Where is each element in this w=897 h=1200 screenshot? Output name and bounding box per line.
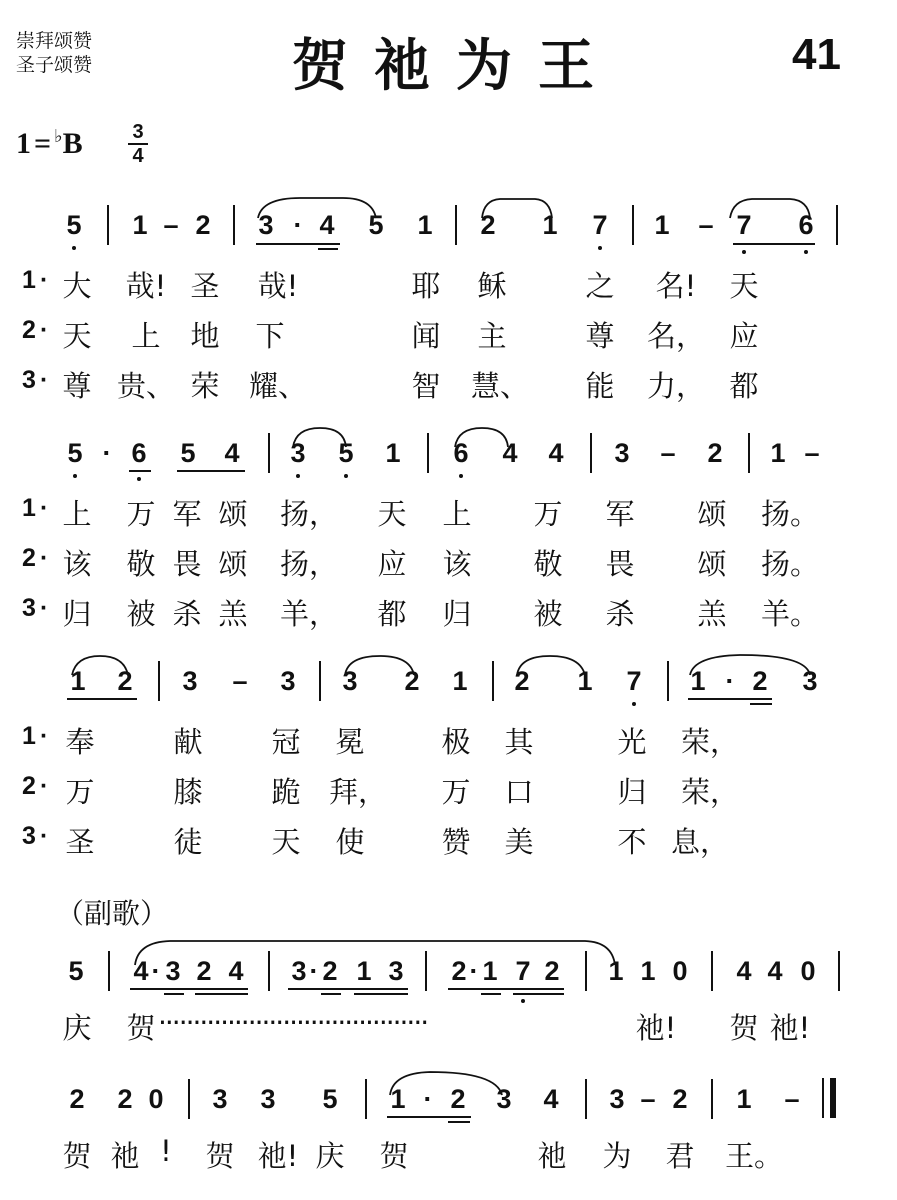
note: 2 (672, 1084, 688, 1114)
dot: · (102, 438, 112, 468)
barline (319, 661, 321, 701)
note: 7 (592, 210, 608, 240)
lyric: 敬 (126, 547, 156, 581)
verse-dot: · (40, 822, 49, 850)
underline (288, 988, 408, 990)
barline (838, 951, 840, 991)
note: 4 (543, 1084, 559, 1114)
lyric: 极 (441, 725, 471, 759)
dot: · (151, 956, 161, 986)
verse-number: 1 (22, 494, 36, 522)
lyric: 耀、 (248, 369, 308, 403)
lyric: 贺 (126, 1011, 156, 1045)
note: 2 (480, 210, 496, 240)
underline (164, 993, 184, 995)
note: 3 (802, 666, 818, 696)
note: 2 (752, 666, 768, 696)
verse-number: 2 (22, 316, 36, 344)
final-barline-thin (822, 1078, 824, 1118)
verse-dot: · (40, 316, 49, 344)
note: 5 (66, 210, 82, 240)
lyric: 应 (729, 319, 759, 353)
dash: – (804, 438, 820, 468)
dot: · (293, 210, 303, 240)
lyric: 颂 (218, 547, 248, 581)
barline (748, 433, 750, 473)
barline (233, 205, 235, 245)
lower-octave-dot (521, 999, 525, 1003)
note: 6 (453, 438, 469, 468)
lyric: 口 (504, 775, 534, 809)
final-barline-thick (830, 1078, 836, 1118)
lyric: 赞 (441, 825, 471, 859)
note: 5 (180, 438, 196, 468)
lyric: 祂! (257, 1139, 299, 1173)
lyric: 贺 (62, 1139, 92, 1173)
note: 2 (195, 210, 211, 240)
note: 1 (417, 210, 433, 240)
lyric: 献 (173, 725, 203, 759)
note: 5 (68, 956, 84, 986)
time-denominator: 4 (132, 145, 144, 167)
melisma-dots: ······································· (158, 1006, 428, 1039)
note: 3 (258, 210, 274, 240)
barline (158, 661, 160, 701)
note: 5 (322, 1084, 338, 1114)
category-secondary: 圣子颂赞 (16, 54, 93, 76)
lyric: 万 (65, 775, 95, 809)
lower-octave-dot (72, 246, 76, 250)
dash: – (640, 1084, 656, 1114)
note: 5 (338, 438, 354, 468)
note: 5 (368, 210, 384, 240)
note: 4 (502, 438, 518, 468)
barline (836, 205, 838, 245)
underline (733, 243, 815, 245)
note: 3 (165, 956, 181, 986)
lyric: 羔 (697, 597, 727, 631)
lyric: 庆 (315, 1139, 345, 1173)
note: 4 (736, 956, 752, 986)
verse-dot: · (40, 594, 49, 622)
lyric: 畏 (172, 547, 202, 581)
lyric: 天 (729, 269, 759, 303)
key-equals: = (34, 127, 52, 160)
lyric: 使 (335, 825, 365, 859)
note: 2 (322, 956, 338, 986)
note: 3 (609, 1084, 625, 1114)
lyric: 大 (62, 269, 92, 303)
lyric: 都 (377, 597, 407, 631)
lower-octave-dot (742, 250, 746, 254)
note: 4 (319, 210, 335, 240)
note: 4 (133, 956, 149, 986)
note: 1 (577, 666, 593, 696)
lyric: 冕 (335, 725, 365, 759)
lyric: 庆 (62, 1011, 92, 1045)
lyric: 徒 (173, 825, 203, 859)
slur (690, 655, 810, 675)
dash: – (163, 210, 179, 240)
lyric: 尊 (62, 369, 92, 403)
note: 1 (690, 666, 706, 696)
lyric: 闻 (411, 319, 441, 353)
note: 1 (390, 1084, 406, 1114)
lyric: 哉! (125, 269, 167, 303)
note: 2 (544, 956, 560, 986)
dash: – (660, 438, 676, 468)
dash: – (232, 666, 248, 696)
underline (354, 993, 408, 995)
underline (130, 988, 248, 990)
lyric: 归 (62, 597, 92, 631)
note: 0 (800, 956, 816, 986)
verse-number: 2 (22, 772, 36, 800)
note: 1 (736, 1084, 752, 1114)
underline (195, 993, 248, 995)
verse-dot: · (40, 544, 49, 572)
lyric: 冠 (271, 725, 301, 759)
barline (268, 951, 270, 991)
verse-dot: · (40, 772, 49, 800)
note: 6 (131, 438, 147, 468)
verse-dot: · (40, 494, 49, 522)
barline (585, 1079, 587, 1119)
lyric: 扬， (279, 547, 339, 581)
flat-icon: ♭ (54, 126, 63, 147)
lyric: 羊。 (760, 597, 820, 631)
lyric: 都 (729, 369, 759, 403)
underline (481, 993, 501, 995)
note: 3 (212, 1084, 228, 1114)
note: 2 (404, 666, 420, 696)
lyric: 膝 (173, 775, 203, 809)
lyric: 应 (377, 547, 407, 581)
note: 3 (496, 1084, 512, 1114)
dash: – (698, 210, 714, 240)
note: 0 (672, 956, 688, 986)
lower-octave-dot (73, 474, 77, 478)
lower-octave-dot (632, 702, 636, 706)
lyric: 荣， (680, 775, 740, 809)
note: 4 (224, 438, 240, 468)
note: 7 (515, 956, 531, 986)
lyric: 敬 (533, 547, 563, 581)
note: 1 (654, 210, 670, 240)
lyric: 杀 (605, 597, 635, 631)
hymn-title: 贺祂为王 (292, 33, 620, 99)
note: 0 (148, 1084, 164, 1114)
barline (188, 1079, 190, 1119)
lyric: 归 (617, 775, 647, 809)
note: 1 (770, 438, 786, 468)
note: 4 (548, 438, 564, 468)
lyric: 名! (655, 269, 697, 303)
lyric: 息， (670, 825, 730, 859)
lyric: 畏 (605, 547, 635, 581)
note: 1 (356, 956, 372, 986)
barline (667, 661, 669, 701)
lower-octave-dot (344, 474, 348, 478)
note: 6 (798, 210, 814, 240)
note: 1 (542, 210, 558, 240)
lyric: 跪 (271, 775, 301, 809)
note: 2 (450, 1084, 466, 1114)
lyric: 为 (602, 1139, 632, 1173)
lyric: 祂 (110, 1139, 140, 1173)
lyric: 杀 (172, 597, 202, 631)
underline (129, 470, 151, 472)
note: 1 (385, 438, 401, 468)
lyric: 上 (131, 319, 161, 353)
note: 3 (614, 438, 630, 468)
lyric: 君 (665, 1139, 695, 1173)
lyric: 耶 (411, 269, 441, 303)
lyric: 祂! (635, 1011, 677, 1045)
lyric: 军 (605, 497, 635, 531)
lyric: 被 (533, 597, 563, 631)
underline (448, 988, 564, 990)
note: 2 (514, 666, 530, 696)
barline (268, 433, 270, 473)
note: 2 (117, 666, 133, 696)
lyric: 万 (533, 497, 563, 531)
barline (492, 661, 494, 701)
chorus-label: （副歌） (56, 897, 169, 930)
lyric: 拜， (328, 775, 388, 809)
lyric: 扬， (279, 497, 339, 531)
lyric: 慧、 (470, 369, 530, 403)
lyric: 羊， (279, 597, 339, 631)
verse-dot: · (40, 722, 49, 750)
lyric: 荣 (190, 369, 220, 403)
underline (513, 993, 564, 995)
note: 2 (451, 956, 467, 986)
lyric: 主 (477, 319, 507, 353)
lyric: 奉 (65, 725, 95, 759)
underline (256, 243, 340, 245)
verse-number: 1 (22, 722, 36, 750)
lyric: 哉! (257, 269, 299, 303)
note: 3 (342, 666, 358, 696)
note: 2 (69, 1084, 85, 1114)
lyric: 上 (62, 497, 92, 531)
lyric: 天 (62, 319, 92, 353)
barline (107, 205, 109, 245)
lyric: 祂! (769, 1011, 811, 1045)
lyric: 圣 (190, 269, 220, 303)
lyric: 智 (411, 369, 441, 403)
verse-number: 1 (22, 266, 36, 294)
note: 1 (70, 666, 86, 696)
barline (365, 1079, 367, 1119)
lower-octave-dot (296, 474, 300, 478)
verse-number: 2 (22, 544, 36, 572)
note: 4 (228, 956, 244, 986)
lyric: 贺 (379, 1139, 409, 1173)
verse-dot: · (40, 366, 49, 394)
verse-number: 3 (22, 594, 36, 622)
dot: · (423, 1084, 433, 1114)
dot: · (309, 956, 319, 986)
underline (448, 1121, 470, 1123)
lyric: 光 (617, 725, 647, 759)
note: 1 (482, 956, 498, 986)
lyric: 颂 (697, 547, 727, 581)
underline (67, 698, 137, 700)
barline (711, 951, 713, 991)
lyric: 之 (585, 269, 615, 303)
time-numerator: 3 (132, 121, 144, 143)
verse-number: 3 (22, 366, 36, 394)
note: 7 (626, 666, 642, 696)
underline (688, 698, 772, 700)
lyric: 万 (126, 497, 156, 531)
lyric: 不 (617, 825, 647, 859)
note: 1 (452, 666, 468, 696)
lyric: 该 (62, 547, 92, 581)
lyric: 王。 (724, 1139, 784, 1173)
lower-octave-dot (804, 250, 808, 254)
lyric: 下 (255, 319, 285, 353)
lyric: 颂 (218, 497, 248, 531)
lyric: 天 (377, 497, 407, 531)
barline (632, 205, 634, 245)
lyric: 万 (441, 775, 471, 809)
note: 2 (707, 438, 723, 468)
note: 7 (736, 210, 752, 240)
lower-octave-dot (459, 474, 463, 478)
underline (387, 1116, 471, 1118)
note: 3 (291, 956, 307, 986)
verse-number: 3 (22, 822, 36, 850)
note: 3 (290, 438, 306, 468)
underline (318, 248, 338, 250)
category-primary: 崇拜颂赞 (16, 30, 93, 52)
note: 3 (182, 666, 198, 696)
dot: · (725, 666, 735, 696)
lower-octave-dot (137, 477, 141, 481)
lyric: 美 (504, 825, 534, 859)
note: 3 (280, 666, 296, 696)
barline (425, 951, 427, 991)
lyric: 归 (442, 597, 472, 631)
lyric: 贵、 (116, 369, 176, 403)
note: 5 (67, 438, 83, 468)
lyric: ! (160, 1134, 172, 1168)
lyric: 颂 (697, 497, 727, 531)
lyric: 该 (442, 547, 472, 581)
barline (427, 433, 429, 473)
lyric: 贺 (205, 1139, 235, 1173)
lyric: 能 (585, 369, 615, 403)
lyric: 稣 (477, 269, 507, 303)
note: 1 (640, 956, 656, 986)
barline (711, 1079, 713, 1119)
note: 3 (260, 1084, 276, 1114)
lyric: 祂 (537, 1139, 567, 1173)
barline (585, 951, 587, 991)
note: 1 (608, 956, 624, 986)
lyric: 尊 (585, 319, 615, 353)
lyric: 力， (646, 369, 706, 403)
verse-dot: · (40, 266, 49, 294)
note: 2 (196, 956, 212, 986)
lyric: 圣 (65, 825, 95, 859)
lyric: 天 (271, 825, 301, 859)
underline (321, 993, 341, 995)
lyric: 名， (646, 319, 706, 353)
slur (258, 198, 376, 218)
underline (750, 703, 772, 705)
dash: – (784, 1084, 800, 1114)
barline (455, 205, 457, 245)
lyric: 扬。 (760, 547, 820, 581)
note: 3 (388, 956, 404, 986)
dot: · (469, 956, 479, 986)
lyric: 贺 (729, 1011, 759, 1045)
lyric: 上 (442, 497, 472, 531)
note: 4 (767, 956, 783, 986)
barline (590, 433, 592, 473)
lyric: 被 (126, 597, 156, 631)
lyric: 扬。 (760, 497, 820, 531)
lyric: 荣， (680, 725, 740, 759)
lyric: 军 (172, 497, 202, 531)
lyric: 其 (504, 725, 534, 759)
lower-octave-dot (598, 246, 602, 250)
key-name: B (62, 127, 83, 160)
key-tonic: 1 (16, 127, 31, 160)
barline (108, 951, 110, 991)
underline (177, 470, 245, 472)
lyric: 羔 (218, 597, 248, 631)
slur (390, 1072, 502, 1095)
lyric: 地 (190, 319, 220, 353)
note: 2 (117, 1084, 133, 1114)
note: 1 (132, 210, 148, 240)
hymn-number: 41 (792, 30, 841, 79)
